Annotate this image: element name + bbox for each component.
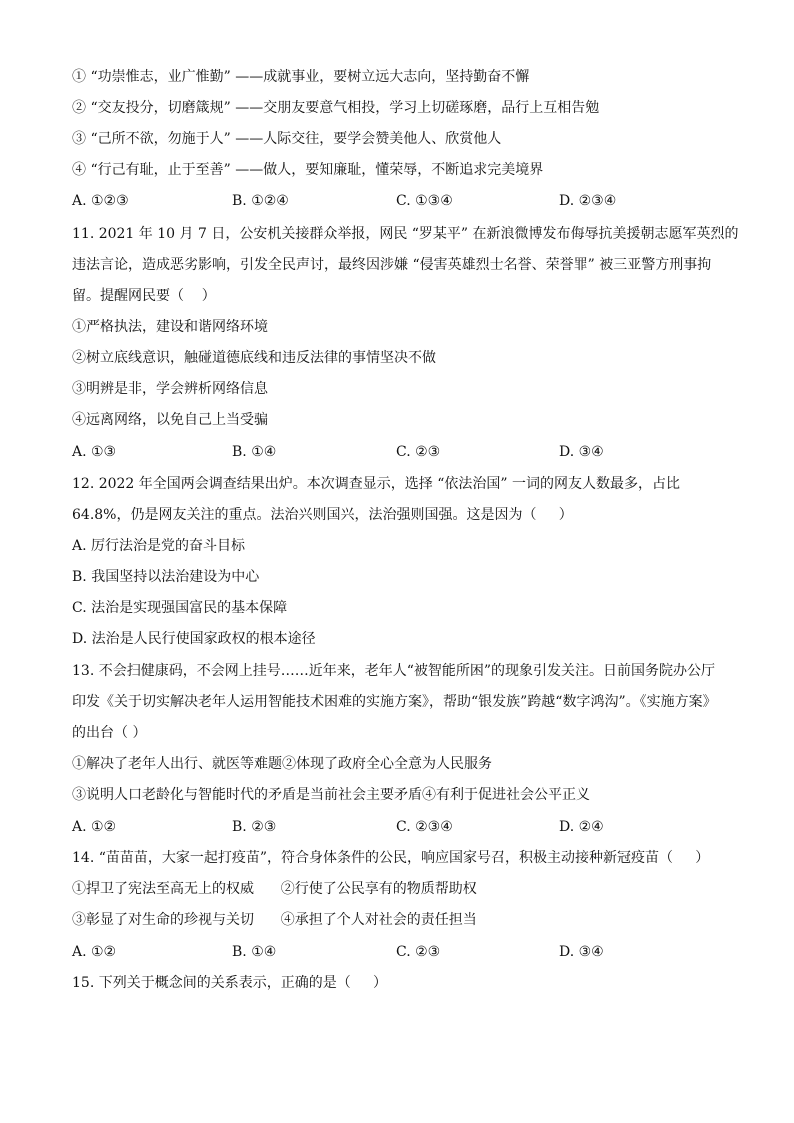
q11-option-a: A. ①③	[72, 444, 117, 460]
q12-option-b: B. 我国坚持以法治建设为中心	[72, 569, 260, 585]
q14-option-d: D. ③④	[559, 944, 604, 960]
q11-stem-line-2: 违法言论，造成恶劣影响，引发全民声讨，最终因涉嫌 “侵害英雄烈士名誉、荣誉罪” 被三亚警方刑事拘	[72, 257, 712, 273]
q10-option-c: C. ①③④	[396, 193, 453, 209]
q11-option-d: D. ③④	[559, 444, 604, 460]
q10-statement-3: ③ “己所不欲，勿施于人” ——人际交往，要学会赞美他人、欣赏他人	[72, 131, 502, 147]
q12-option-c: C. 法治是实现强国富民的基本保障	[72, 600, 288, 616]
q11-statement-2: ②树立底线意识，触碰道德底线和违反法律的事情坚决不做	[72, 350, 436, 366]
q12-option-a: A. 厉行法治是党的奋斗目标	[72, 538, 246, 554]
q15-stem: 15. 下列关于概念间的关系表示，正确的是（ ）	[72, 975, 387, 991]
q11-stem-line-1: 11. 2021 年 10 月 7 日，公安机关接群众举报，网民 “罗某平” 在新浪微博发布侮辱抗美援朝志愿军英烈的	[72, 226, 739, 242]
q14-option-a: A. ①②	[72, 944, 117, 960]
q10-statement-1: ① “功崇惟志，业广惟勤” ——成就事业，要树立远大志向，坚持勤奋不懈	[72, 69, 530, 85]
q13-stem-line-2: 印发《关于切实解决老年人运用智能技术困难的实施方案》，帮助“银发族”跨越“数字鸿沟”。《实施方案》	[72, 694, 717, 710]
q12-stem-line-1: 12. 2022 年全国两会调查结果出炉。本次调查显示，选择 “依法治国” 一词的网友人数最多，占比	[72, 476, 681, 492]
q13-stem-line-3: 的出台（ ）	[72, 725, 147, 741]
q10-statement-2: ② “交友投分，切磨箴规” ——交朋友要意气相投，学习上切磋琢磨，品行上互相告勉	[72, 100, 600, 116]
q14-statement-line-2: ③彰显了对生命的珍视与关切 ④承担了个人对社会的责任担当	[72, 912, 477, 928]
q11-statement-1: ①严格执法，建设和谐网络环境	[72, 319, 268, 335]
q12-option-d: D. 法治是人民行使国家政权的根本途径	[72, 631, 316, 647]
q13-option-d: D. ②④	[559, 819, 604, 835]
q11-statement-4: ④远离网络，以免自己上当受骗	[72, 412, 268, 428]
q14-option-c: C. ②③	[396, 944, 441, 960]
q13-option-b: B. ②③	[232, 819, 277, 835]
q14-option-b: B. ①④	[232, 944, 277, 960]
q10-option-a: A. ①②③	[72, 193, 129, 209]
q14-stem: 14. “苗苗苗，大家一起打疫苗”，符合身体条件的公民，响应国家号召，积极主动接种新冠疫苗（ ）	[72, 850, 710, 866]
q13-statement-line-2: ③说明人口老龄化与智能时代的矛盾是当前社会主要矛盾④有利于促进社会公平正义	[72, 787, 590, 803]
q11-option-c: C. ②③	[396, 444, 441, 460]
q10-option-b: B. ①②④	[232, 193, 289, 209]
q13-option-c: C. ②③④	[396, 819, 453, 835]
q12-stem-line-2: 64.8%，仍是网友关注的重点。法治兴则国兴，法治强则国强。这是因为（ ）	[72, 507, 573, 523]
q14-statement-line-1: ①捍卫了宪法至高无上的权威 ②行使了公民享有的物质帮助权	[72, 881, 477, 897]
q13-statement-line-1: ①解决了老年人出行、就医等难题②体现了政府全心全意为人民服务	[72, 756, 492, 772]
q11-stem-line-3: 留。提醒网民要（ ）	[72, 288, 216, 304]
q10-option-d: D. ②③④	[559, 193, 617, 209]
q11-statement-3: ③明辨是非，学会辨析网络信息	[72, 381, 268, 397]
q13-stem-line-1: 13. 不会扫健康码，不会网上挂号……近年来，老年人“被智能所困”的现象引发关注。日前国务院办公厅	[72, 663, 716, 679]
q13-option-a: A. ①②	[72, 819, 117, 835]
q10-statement-4: ④ “行己有耻，止于至善” ——做人，要知廉耻，懂荣辱，不断追求完美境界	[72, 162, 544, 178]
q11-option-b: B. ①④	[232, 444, 277, 460]
